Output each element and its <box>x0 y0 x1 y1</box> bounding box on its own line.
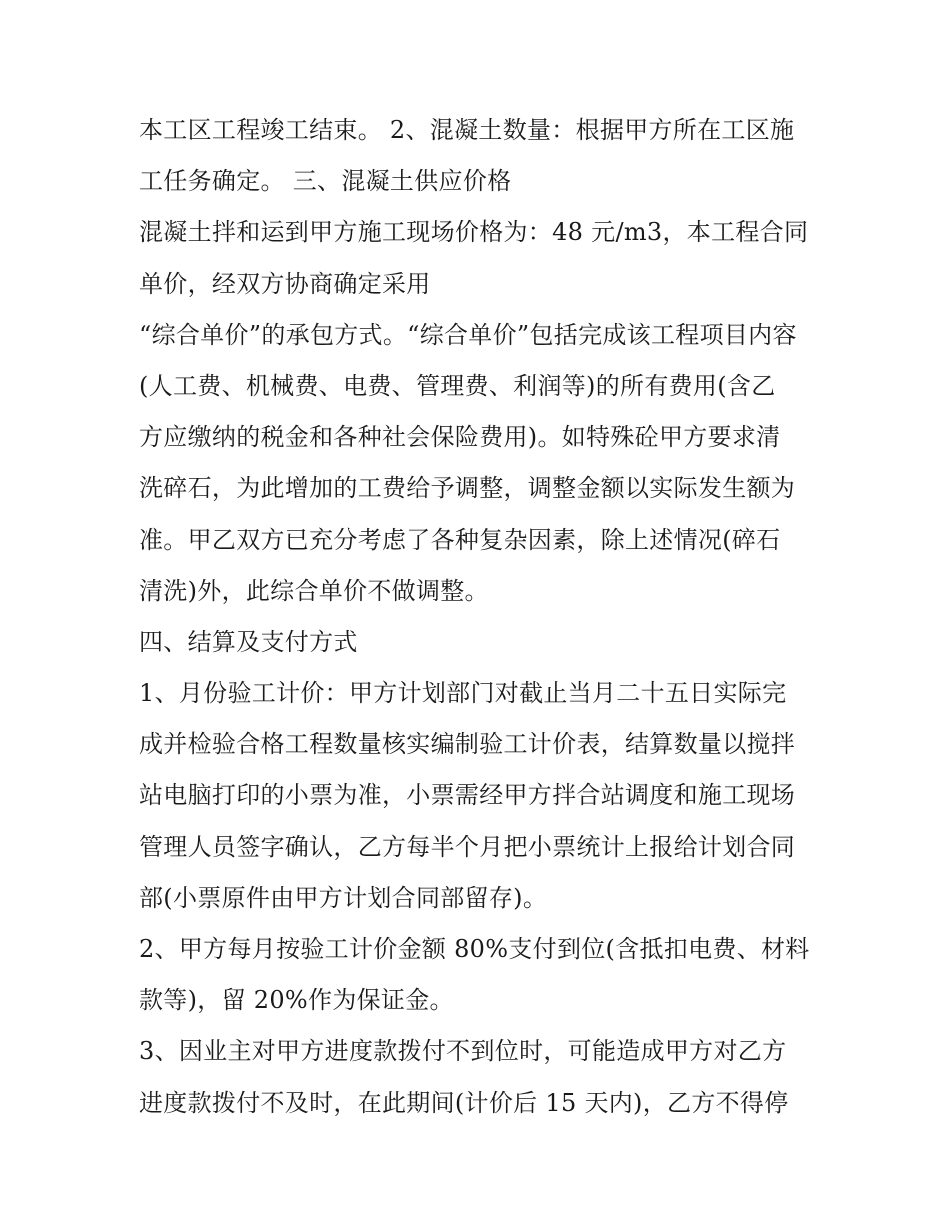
text-line: 2、甲方每月按验工计价金额 80%支付到位(含抵扣电费、材料 <box>139 935 810 963</box>
text-line: 方应缴纳的税金和各种社会保险费用)。如特殊砼甲方要求清 <box>139 423 781 452</box>
text-line: 单价，经双方协商确定采用 <box>139 269 431 298</box>
text-line: (人工费、机械费、电费、管理费、利润等)的所有费用(含乙 <box>139 371 776 400</box>
text-line: 混凝土拌和运到甲方施工现场价格为：48 元/m3，本工程合同 <box>139 218 809 247</box>
document-body <box>139 105 839 1129</box>
text-line: 款等)，留 20%作为保证金。 <box>139 986 454 1015</box>
text-line: 站电脑打印的小票为准，小票需经甲方拌合站调度和施工现场 <box>139 781 796 810</box>
section-heading: 四、结算及支付方式 <box>139 627 358 656</box>
text-line: 进度款拨付不及时，在此期间(计价后 15 天内)，乙方不得停 <box>139 1088 789 1117</box>
text-line: 部(小票原件由甲方计划合同部留存)。 <box>139 883 548 912</box>
text-line: 工任务确定。 三、混凝土供应价格 <box>139 167 512 196</box>
text-line: 本工区工程竣工结束。 2、混凝土数量：根据甲方所在工区施 <box>139 116 795 144</box>
text-line: 准。甲乙双方已充分考虑了各种复杂因素，除上述情况(碎石 <box>139 525 781 554</box>
text-line: 清洗)外，此综合单价不做调整。 <box>139 576 489 605</box>
text-line: “综合单价”的承包方式。“综合单价”包括完成该工程项目内容 <box>139 320 797 349</box>
text-line: 洗碎石，为此增加的工费给予调整，调整金额以实际发生额为 <box>139 474 796 503</box>
text-line: 1、月份验工计价：甲方计划部门对截止当月二十五日实际完 <box>139 679 787 708</box>
text-line: 成并检验合格工程数量核实编制验工计价表，结算数量以搅拌 <box>139 730 796 759</box>
text-line: 管理人员签字确认，乙方每半个月把小票统计上报给计划合同 <box>139 832 796 861</box>
text-line: 3、因业主对甲方进度款拨付不到位时，可能造成甲方对乙方 <box>139 1037 787 1066</box>
